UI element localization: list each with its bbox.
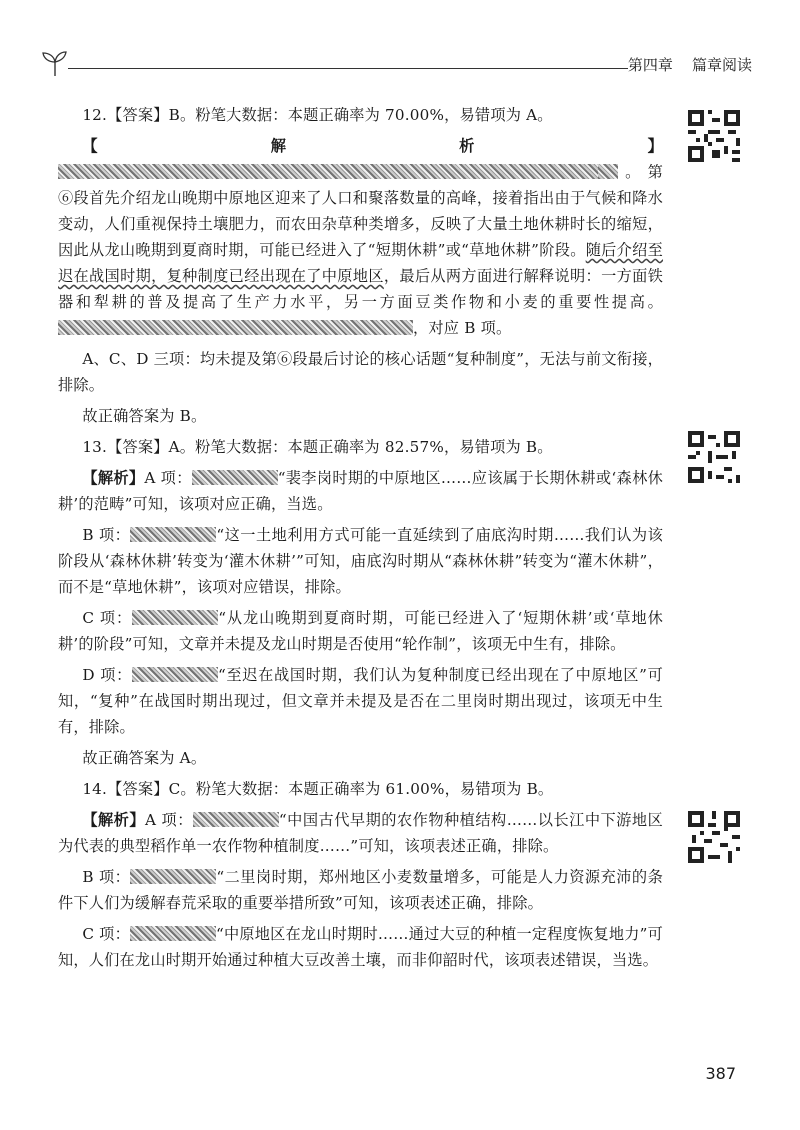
- qr-code-icon[interactable]: [688, 110, 740, 162]
- redacted-text: [58, 164, 598, 179]
- q14-option-c: C 项： “中原地区在龙山时期时……通过大豆的种植一定程度恢复地力”可知，人们在龙山时期开始通过种植大豆改善土壤，而非仰韶时代，该项表述错误，当选。: [58, 925, 664, 969]
- header-rule: [68, 68, 628, 69]
- q14-option-b: B 项： “二里岗时期，郑州地区小麦数量增多，可能是人力资源充沛的条件下人们为缓解春荒采取的重要举措所致”可知，该项表述正确，排除。: [58, 868, 663, 912]
- q12-answer: 12.【答案】B。粉笔大数据：本题正确率为 70.00%，易错项为 A。: [82, 106, 553, 124]
- q13-option-b: B 项： “这一土地利用方式可能一直延续到了庙底沟时期……我们认为该阶段从‘森林休耕’转变为‘灌木休耕’”可知，庙底沟时期从“森林休耕”转变为“灌木休耕”，而不是“草地休耕”，该项对应错误，排除。: [58, 526, 663, 596]
- q12-options-acd: A、C、D 三项：均未提及第⑥段最后讨论的核心话题“复种制度”，无法与前文衔接，排除。: [58, 350, 663, 394]
- answer-content: [58, 102, 663, 973]
- q12-conclusion: 故正确答案为 B。: [82, 407, 207, 425]
- q13-option-a: 【解析】A 项： “裴李岗时期的中原地区……应该属于长期休耕或‘森林休耕’的范畴”可知，该项对应正确，当选。: [58, 469, 663, 513]
- redacted-text: [192, 470, 278, 485]
- redacted-text: [598, 164, 618, 179]
- page-header: [40, 48, 760, 78]
- sprout-icon: [40, 48, 70, 78]
- analysis-label: 【解析】: [82, 137, 663, 155]
- q12-analysis: 【解析】。第⑥段首先介绍龙山晚期中原地区迎来了人口和聚落数量的高峰，接着指出由于气候和降水变动，人们重视保持土壤肥力，而农田杂草种类增多，反映了大量土地休耕时长的缩短，因此从龙山晚期到夏商时期，可能已经进入了“短期休耕”或“草地休耕”阶段。随后介绍至迟在战国时期，复种制度已经出现在了中原地区，最后从两方面进行解释说明：一方面铁器和犁耕的普及提高了生产力水平，另一方面豆类作物和小麦的重要性提高。，对应 B 项。: [58, 137, 664, 337]
- redacted-text: [193, 812, 279, 827]
- q13-option-c: C 项： “从龙山晚期到夏商时期，可能已经进入了‘短期休耕’或‘草地休耕’的阶段”可知，文章并未提及龙山时期是否使用“轮作制”，该项无中生有，排除。: [58, 609, 664, 653]
- redacted-text: [130, 869, 216, 884]
- redacted-text: [130, 926, 216, 941]
- redacted-text: [130, 527, 216, 542]
- redacted-text: [132, 667, 218, 682]
- qr-code-icon[interactable]: [688, 431, 740, 483]
- wavy-underlined-text: 随后介绍至迟在战国时期，复种制度已经出现在了中原地区: [58, 241, 664, 285]
- redacted-text: [132, 610, 218, 625]
- chapter-title: 第四章 篇章阅读: [627, 56, 752, 74]
- q13-conclusion: 故正确答案为 A。: [82, 749, 207, 767]
- q14-option-a: 【解析】A 项： “中国古代早期的农作物种植结构……以长江中下游地区为代表的典型稻作单一农作物种植制度……”可知，该项表述正确，排除。: [58, 811, 663, 855]
- redacted-text: [58, 320, 413, 335]
- qr-code-icon[interactable]: [688, 811, 740, 863]
- q13-answer: 13.【答案】A。粉笔大数据：本题正确率为 82.57%，易错项为 B。: [82, 438, 553, 456]
- q13-option-d: D 项： “至迟在战国时期，我们认为复种制度已经出现在了中原地区”可知，“复种”在战国时期出现过，但文章并未提及是否在二里岗时期出现过，该项无中生有，排除。: [58, 666, 663, 736]
- q14-answer: 14.【答案】C。粉笔大数据：本题正确率为 61.00%，易错项为 B。: [82, 780, 554, 798]
- page-number: 387: [705, 1064, 736, 1083]
